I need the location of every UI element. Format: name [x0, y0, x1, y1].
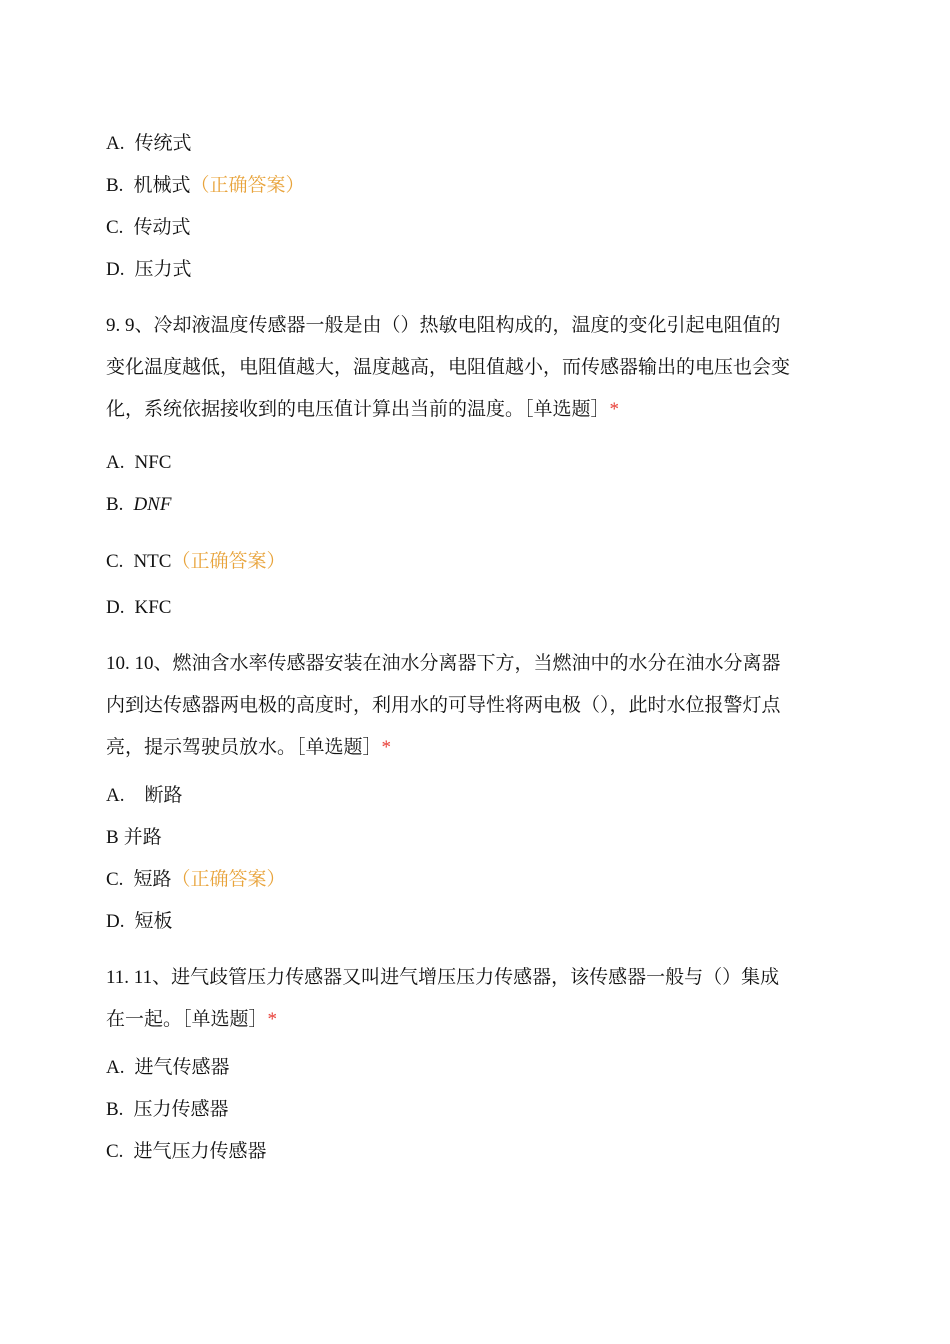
option-text: DNF: [133, 494, 172, 515]
option-letter: A.: [106, 785, 125, 806]
q10-text-line-3: [106, 736, 391, 760]
option-letter: D.: [106, 911, 125, 932]
q9-text-line-1: 9. 9、冷却液温度传感器一般是由（）热敏电阻构成的，温度的变化引起电阻值的: [106, 315, 781, 336]
q8-option-d: [106, 258, 192, 282]
option-text: 断路: [144, 785, 183, 806]
option-letter: C.: [106, 1141, 124, 1162]
option-text: 传统式: [134, 133, 192, 154]
option-text: KFC: [134, 597, 172, 618]
option-letter: B.: [106, 1099, 124, 1120]
q11-option-b: [106, 1098, 228, 1122]
q8-option-a: [106, 132, 192, 156]
option-letter: A.: [106, 452, 125, 473]
correct-answer-tag: （正确答案）: [171, 551, 286, 572]
option-letter: B.: [106, 494, 124, 515]
question-text: 在一起。［单选题］: [106, 1009, 268, 1030]
q10-option-b: [106, 826, 162, 850]
option-text: 传动式: [133, 217, 191, 238]
option-text: NTC: [133, 551, 172, 572]
q11-option-a: [106, 1056, 230, 1080]
q10-text-line-2: 内到达传感器两电极的高度时，利用水的可导性将两电极（），此时水位报警灯点: [106, 695, 781, 716]
q10-option-c: [106, 868, 285, 892]
q9-option-b: [106, 493, 171, 517]
q11-option-c: [106, 1140, 266, 1164]
required-mark: *: [609, 399, 620, 420]
q11-text-line-2: [106, 1008, 277, 1032]
option-letter: B.: [106, 175, 124, 196]
question-text: 亮，提示驾驶员放水。［单选题］: [106, 737, 382, 758]
option-text: 进气压力传感器: [133, 1141, 267, 1162]
option-letter: D.: [106, 259, 125, 280]
q9-text-line-2: 变化温度越低，电阻值越大，温度越高，电阻值越小，而传感器输出的电压也会变: [106, 357, 791, 378]
option-text: 并路: [123, 827, 162, 848]
question-text: 化，系统依据接收到的电压值计算出当前的温度。［单选题］: [106, 399, 610, 420]
required-mark: *: [267, 1009, 278, 1030]
option-letter: C.: [106, 869, 124, 890]
required-mark: *: [381, 737, 392, 758]
q10-text-line-1: 10. 10、燃油含水率传感器安装在油水分离器下方，当燃油中的水分在油水分离器: [106, 653, 781, 674]
option-letter: A.: [106, 133, 125, 154]
option-text: 进气传感器: [134, 1057, 230, 1078]
option-letter: B: [106, 827, 119, 848]
correct-answer-tag: （正确答案）: [190, 175, 305, 196]
q8-option-b: [106, 174, 304, 198]
q10-option-a: [106, 784, 183, 808]
q9-option-d: [106, 596, 171, 620]
option-letter: A.: [106, 1057, 125, 1078]
q11-text-line-1: 11. 11、进气歧管压力传感器又叫进气增压压力传感器，该传感器一般与（）集成: [106, 967, 780, 988]
option-letter: D.: [106, 597, 125, 618]
option-text: 机械式: [133, 175, 191, 196]
option-text: 短板: [134, 911, 173, 932]
q10-option-d: [106, 910, 173, 934]
option-text: 压力式: [134, 259, 192, 280]
correct-answer-tag: （正确答案）: [171, 869, 286, 890]
option-letter: C.: [106, 551, 124, 572]
q9-text-line-3: [106, 398, 619, 422]
option-text: 短路: [133, 869, 172, 890]
q9-option-c: [106, 550, 285, 574]
q9-option-a: [106, 451, 171, 475]
option-letter: C.: [106, 217, 124, 238]
q8-option-c: [106, 216, 190, 240]
option-text: 压力传感器: [133, 1099, 229, 1120]
option-text: NFC: [134, 452, 172, 473]
